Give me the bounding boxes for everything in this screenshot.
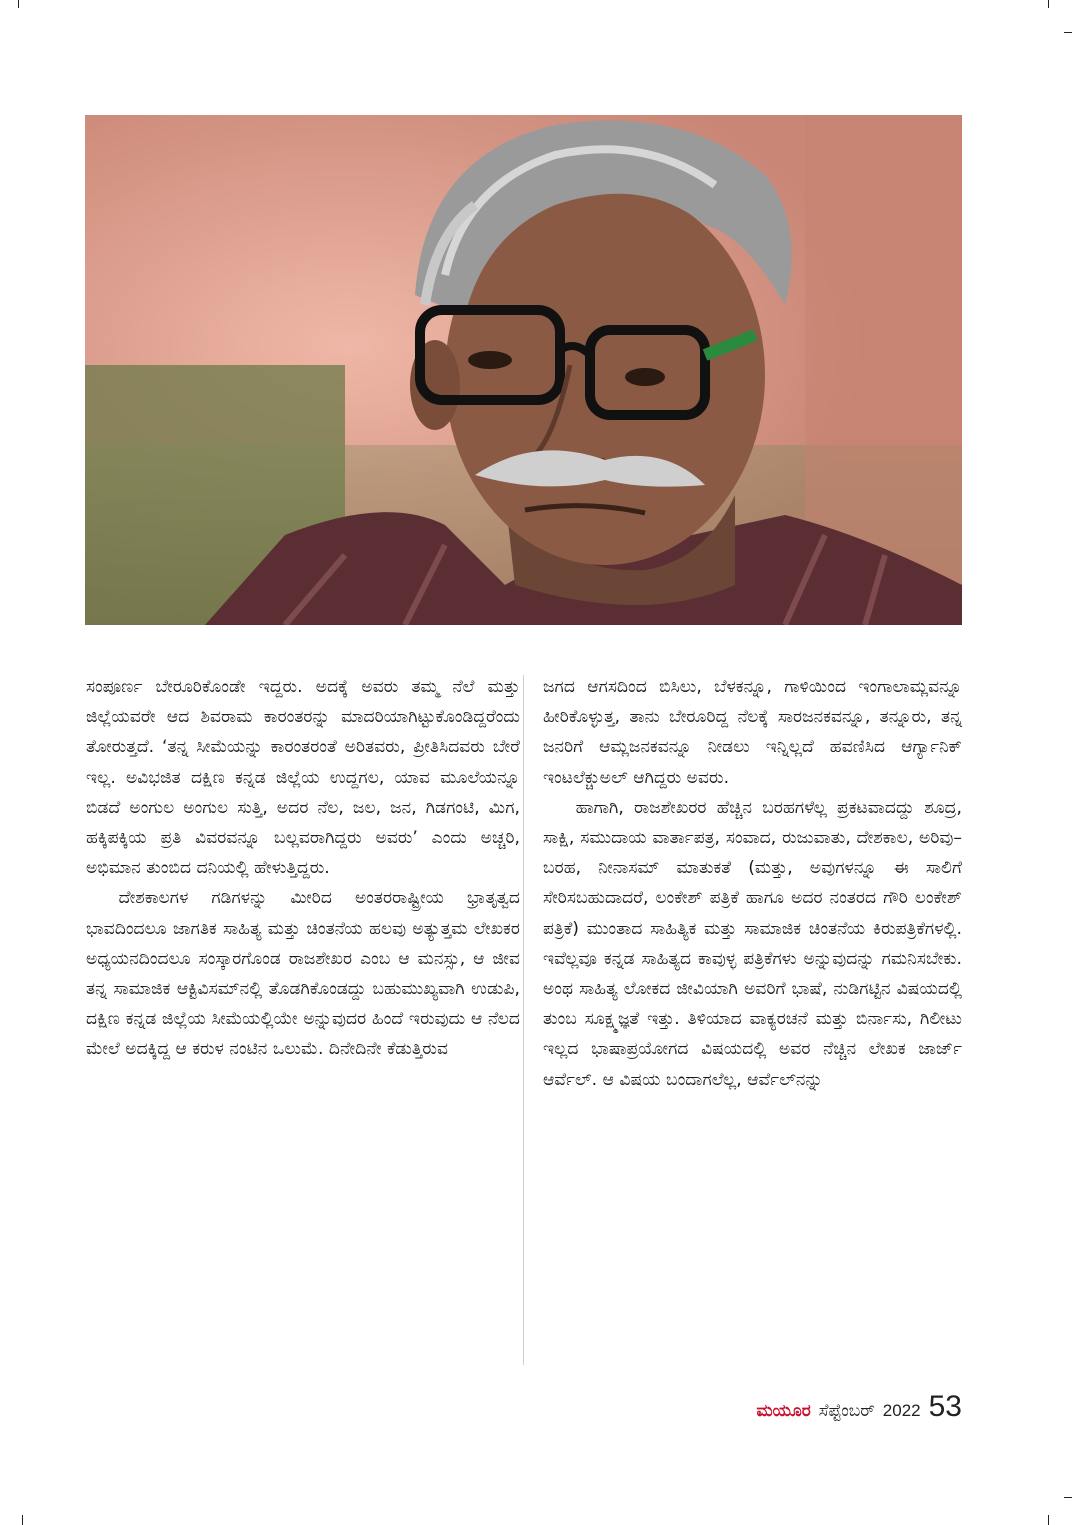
right-column — [543, 672, 962, 1095]
crop-mark-right-lower — [1064, 1497, 1072, 1498]
crop-mark-top-left — [18, 0, 19, 8]
column-divider — [523, 675, 524, 1365]
crop-mark-bottom-right — [1048, 1515, 1049, 1525]
crop-mark-top-right — [1048, 0, 1049, 8]
right-paragraph-2: ಹಾಗಾಗಿ, ರಾಜಶೇಖರರ ಹೆಚ್ಚಿನ ಬರಹಗಳೆಲ್ಲ ಪ್ರಕಟವಾದದ್ದು ಶೂದ್ರ, ಸಾಕ್ಷಿ, ಸಮುದಾಯ ವಾರ್ತಾಪತ್ರ, ಸಂವಾದ, ರುಜುವಾತು, ದೇಶಕಾಲ, ಅರಿವು–ಬರಹ, ನೀನಾಸಮ್ ಮಾತುಕತೆ (ಮತ್ತು, ಅವುಗಳನ್ನೂ ಈ ಸಾಲಿಗೆ ಸೇರಿಸಬಹುದಾದರೆ, ಲಂಕೇಶ್ ಪತ್ರಿಕೆ ಹಾಗೂ ಅದರ ನಂತರದ ಗೌರಿ ಲಂಕೇಶ್ ಪತ್ರಿಕೆ) ಮುಂತಾದ ಸಾಹಿತ್ಯಿಕ ಮತ್ತು ಸಾಮಾಜಿಕ ಚಿಂತನೆಯ ಕಿರುಪತ್ರಿಕೆಗಳಲ್ಲಿ. ಇವೆಲ್ಲವೂ ಕನ್ನಡ ಸಾಹಿತ್ಯದ ಕಾವುಳ್ಳ ಪತ್ರಿಕೆಗಳು ಅನ್ನುವುದನ್ನು ಗಮನಿಸಬೇಕು. ಅಂಥ ಸಾಹಿತ್ಯ ಲೋಕದ ಜೀವಿಯಾಗಿ ಅವರಿಗೆ ಭಾಷೆ, ನುಡಿಗಟ್ಟಿನ ವಿಷಯದಲ್ಲಿ ತುಂಬ ಸೂಕ್ಷ್ಮಜ್ಞತೆ ಇತ್ತು. ತಿಳಿಯಾದ ವಾಕ್ಯರಚನೆ ಮತ್ತು ಬಿರ್ನಾಸು, ಗಿಲೀಟು ಇಲ್ಲದ ಭಾಷಾಪ್ರಯೋಗದ ವಿಷಯದಲ್ಲಿ ಅವರ ನೆಚ್ಚಿನ ಲೇಖಕ ಜಾರ್ಜ್ ಆರ್ವೆಲ್. ಆ ವಿಷಯ ಬಂದಾಗಲೆಲ್ಲ, ಆರ್ವೆಲ್‌ನನ್ನು — [543, 797, 962, 1090]
crop-mark-right-upper — [1064, 32, 1072, 33]
page-footer — [757, 1390, 962, 1424]
right-paragraph-1: ಜಗದ ಆಗಸದಿಂದ ಬಿಸಿಲು, ಬೆಳಕನ್ನೂ, ಗಾಳಿಯಿಂದ ಇಂಗಾಲಾಮ್ಲವನ್ನೂ ಹೀರಿಕೊಳ್ಳುತ್ತ, ತಾನು ಬೇರೂರಿದ್ದ ನೆಲಕ್ಕೆ ಸಾರಜನಕವನ್ನೂ, ತನ್ನೂರು, ತನ್ನ ಜನರಿಗೆ ಆಮ್ಲಜನಕವನ್ನೂ ನೀಡಲು ಇನ್ನಿಲ್ಲದೆ ಹವಣಿಸಿದ ಆರ್ಗ್ಯಾನಿಕ್ ಇಂಟಲೆಕ್ಚುಅಲ್ ಆಗಿದ್ದರು ಅವರು. — [543, 677, 962, 788]
crop-mark-bottom-left — [22, 1515, 23, 1525]
magazine-name: ಮಯೂರ — [756, 1401, 811, 1421]
page-number: 53 — [928, 1390, 962, 1423]
left-paragraph-2: ದೇಶಕಾಲಗಳ ಗಡಿಗಳನ್ನು ಮೀರಿದ ಅಂತರರಾಷ್ಟ್ರೀಯ ಭ್ರಾತೃತ್ವದ ಭಾವದಿಂದಲೂ ಜಾಗತಿಕ ಸಾಹಿತ್ಯ ಮತ್ತು ಚಿಂತನೆಯ ಹಲವು ಅತ್ಯುತ್ತಮ ಲೇಖಕರ ಅಧ್ಯಯನದಿಂದಲೂ ಸಂಸ್ಕಾರಗೊಂಡ ರಾಜಶೇಖರ ಎಂಬ ಆ ಮನಸ್ಸು, ಆ ಜೀವ ತನ್ನ ಸಾಮಾಜಿಕ ಆಕ್ಟಿವಿಸಮ್‌ನಲ್ಲಿ ತೊಡಗಿಕೊಂಡದ್ದು ಬಹುಮುಖ್ಯವಾಗಿ ಉಡುಪಿ, ದಕ್ಷಿಣ ಕನ್ನಡ ಜಿಲ್ಲೆಯ ಸೀಮೆಯಲ್ಲಿಯೇ ಅನ್ನುವುದರ ಹಿಂದೆ ಇರುವುದು ಆ ನೆಲದ ಮೇಲೆ ಅದಕ್ಕಿದ್ದ ಆ ಕರುಳ ನಂಟಿನ ಒಲುಮೆ. ದಿನೇದಿನೇ ಕೆಡುತ್ತಿರುವ — [86, 888, 520, 1060]
left-column — [86, 672, 520, 1065]
left-paragraph-1: ಸಂಪೂರ್ಣ ಬೇರೂರಿಕೊಂಡೇ ಇದ್ದರು. ಅದಕ್ಕೆ ಅವರು ತಮ್ಮ ನೆಲೆ ಮತ್ತು ಜಿಲ್ಲೆಯವರೇ ಆದ ಶಿವರಾಮ ಕಾರಂತರನ್ನು ಮಾದರಿಯಾಗಿಟ್ಟುಕೊಂಡಿದ್ದರೆಂದು ತೋರುತ್ತದೆ. ‘ತನ್ನ ಸೀಮೆಯನ್ನು ಕಾರಂತರಂತೆ ಅರಿತವರು, ಪ್ರೀತಿಸಿದವರು ಬೇರೆ ಇಲ್ಲ. ಅವಿಭಜಿತ ದಕ್ಷಿಣ ಕನ್ನಡ ಜಿಲ್ಲೆಯ ಉದ್ದಗಲ, ಯಾವ ಮೂಲೆಯನ್ನೂ ಬಿಡದೆ ಅಂಗುಲ ಅಂಗುಲ ಸುತ್ತಿ, ಅದರ ನೆಲ, ಜಲ, ಜನ, ಗಿಡಗಂಟಿ, ಮಿಗ, ಹಕ್ಕಿಪಕ್ಕಿಯ ಪ್ರತಿ ವಿವರವನ್ನೂ ಬಲ್ಲವರಾಗಿದ್ದರು ಅವರು’ ಎಂದು ಅಚ್ಚರಿ, ಅಭಿಮಾನ ತುಂಬಿದ ದನಿಯಲ್ಲಿ ಹೇಳುತ್ತಿದ್ದರು. — [86, 677, 520, 879]
portrait-photo — [85, 115, 962, 625]
portrait-illustration — [85, 115, 962, 625]
issue-year: 2022 — [882, 1401, 921, 1420]
issue-month: ಸೆಪ್ಟೆಂಬರ್ — [818, 1401, 875, 1421]
